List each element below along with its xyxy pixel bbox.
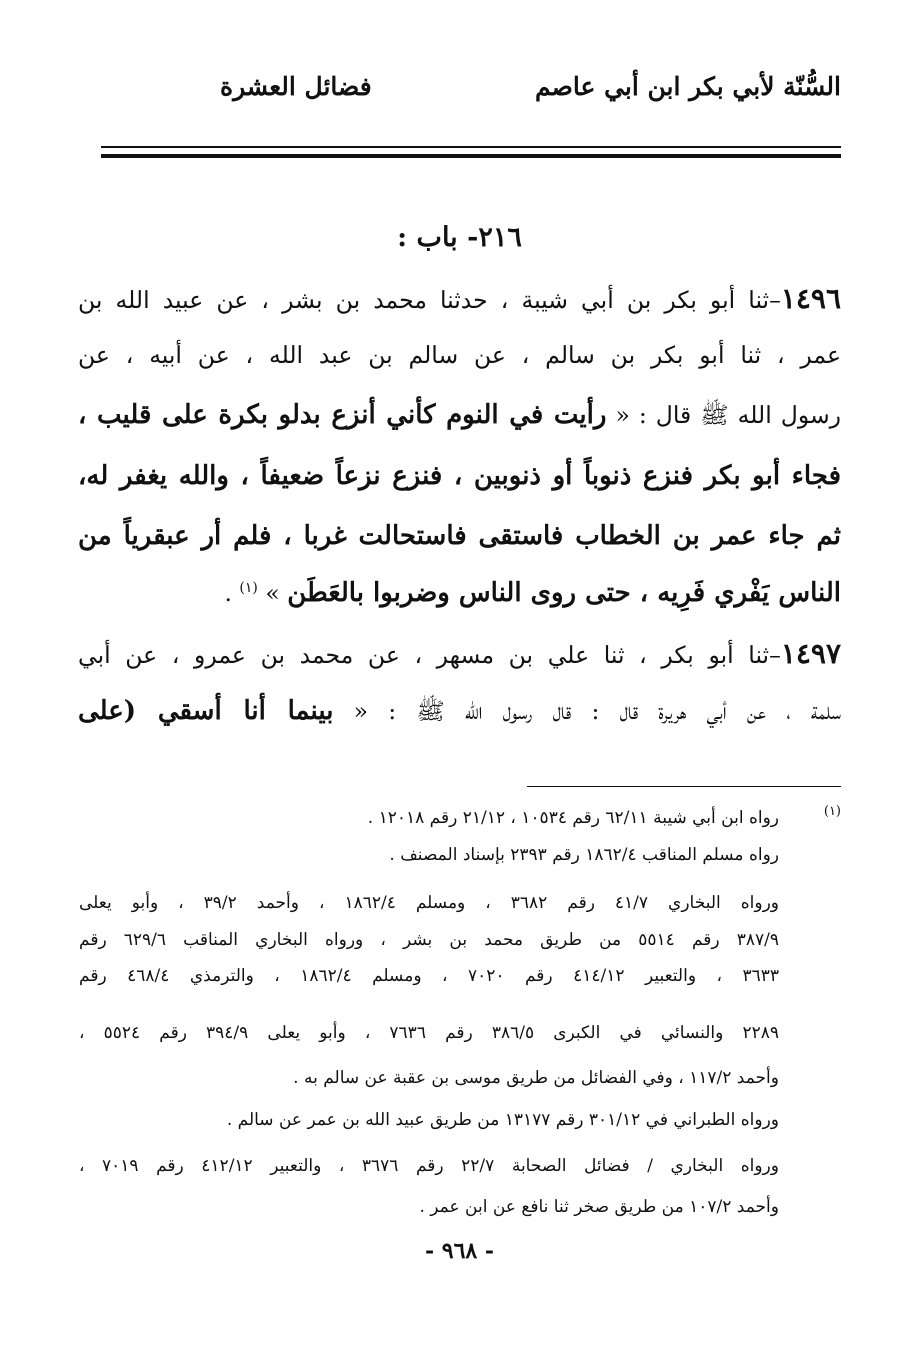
hadith-number: ١٤٩٧ — [780, 637, 841, 670]
footnote-line: وأحمد ١٠٧/٢ من طريق صخر ثنا نافع عن ابن عمر . — [419, 1197, 779, 1217]
text-span: . — [224, 579, 240, 607]
footnote-line: رواه ابن أبي شيبة ٦٢/١١ رقم ١٠٥٣٤ ، ٢١/١٢ رقم ١٢٠١٨ . — [367, 808, 779, 828]
footnote-line: وأحمد ١١٧/٢ ، وفي الفضائل من طريق موسى بن عقبة عن سالم به . — [293, 1068, 779, 1088]
running-header-book-title: السُّنّة لأبي بكر ابن أبي عاصم — [534, 72, 841, 101]
footnote-line: ٢٢٨٩ والنسائي في الكبرى ٣٨٦/٥ رقم ٧٦٣٦ ، وأبو يعلى ٣٩٤/٩ رقم ٥٥٢٤ ، — [79, 1023, 779, 1043]
hadith-1496-line-6 — [78, 578, 841, 628]
chapter-heading: ٢١٦- باب : — [397, 222, 522, 253]
hadith-text-bold: الناس يَفْري فَرِيه ، حتى روى الناس وضربوا بالعَطَن — [287, 578, 841, 608]
hadith-1497-line-1 — [78, 637, 841, 687]
footnote-line: ٣٦٣٣ ، والتعبير ٤١٤/١٢ رقم ٧٠٢٠ ، ومسلم ١٨٦٢/٤ ، والترمذي ٤٦٨/٤ رقم — [79, 966, 779, 986]
text-span: رسول الله ﷺ قال : « — [606, 401, 842, 429]
hadith-1496-line-1 — [78, 282, 841, 332]
footnote-line: رواه مسلم المناقب ١٨٦٢/٤ رقم ٢٣٩٣ بإسناد المصنف . — [389, 845, 779, 865]
text-span: سلمة ، عن أبي هريرة قال : قال رسول الله ﷺ : « — [333, 697, 842, 725]
footnote-marker: (١) — [823, 804, 841, 819]
footnote-line: ورواه الطبراني في ٣٠١/١٢ رقم ١٣١٧٧ من طريق عبيد الله بن عمر عن سالم . — [226, 1110, 779, 1130]
hadith-1496-line-5: ثم جاء عمر بن الخطاب فاستقى فاستحالت غربا ، فلم أر عبقرياً من — [78, 521, 841, 551]
footnote-line: ورواه البخاري / فضائل الصحابة ٢٢/٧ رقم ٣٦٧٦ ، والتعبير ٤١٢/١٢ رقم ٧٠١٩ ، — [79, 1156, 779, 1176]
text-span: –ثنا أبو بكر بن أبي شيبة ، حدثنا محمد بن بشر ، عن عبيد الله بن — [78, 286, 781, 314]
footnote-reference: (١) — [239, 580, 258, 597]
header-rule-thin — [101, 146, 841, 148]
hadith-1496-line-4: فجاء أبو بكر فنزع ذنوباً أو ذنوبين ، فنزع نزعاً ضعيفاً ، والله يغفر له، — [78, 461, 841, 491]
hadith-1496-line-2: عمر ، ثنا أبو بكر بن سالم ، عن سالم بن عبد الله ، عن أبيه ، عن — [78, 341, 841, 369]
footnote-line: ٣٨٧/٩ رقم ٥٥١٤ من طريق محمد بن بشر ، ورواه البخاري المناقب ٦٢٩/٦ رقم — [79, 930, 779, 950]
footnote-separator — [527, 786, 841, 787]
page-number: - ٩٦٨ - — [424, 1238, 495, 1264]
header-rule-thick — [101, 154, 841, 158]
hadith-text-bold: رأيت في النوم كأني أنزع بدلو بكرة على قليب ، — [78, 400, 607, 430]
hadith-number: ١٤٩٦ — [780, 282, 841, 315]
hadith-text-bold: بينما أنا أسقي (على — [78, 696, 334, 726]
hadith-1496-line-3 — [78, 400, 841, 450]
running-header-chapter-title: فضائل العشرة — [220, 72, 372, 101]
footnote-line: ورواه البخاري ٤١/٧ رقم ٣٦٨٢ ، ومسلم ١٨٦٢/٤ ، وأحمد ٣٩/٢ ، وأبو يعلى — [79, 893, 779, 913]
hadith-1497-line-2 — [78, 696, 841, 746]
text-span: » — [257, 579, 288, 607]
text-span: –ثنا أبو بكر ، ثنا علي بن مسهر ، عن محمد بن عمرو ، عن أبي — [78, 641, 781, 669]
